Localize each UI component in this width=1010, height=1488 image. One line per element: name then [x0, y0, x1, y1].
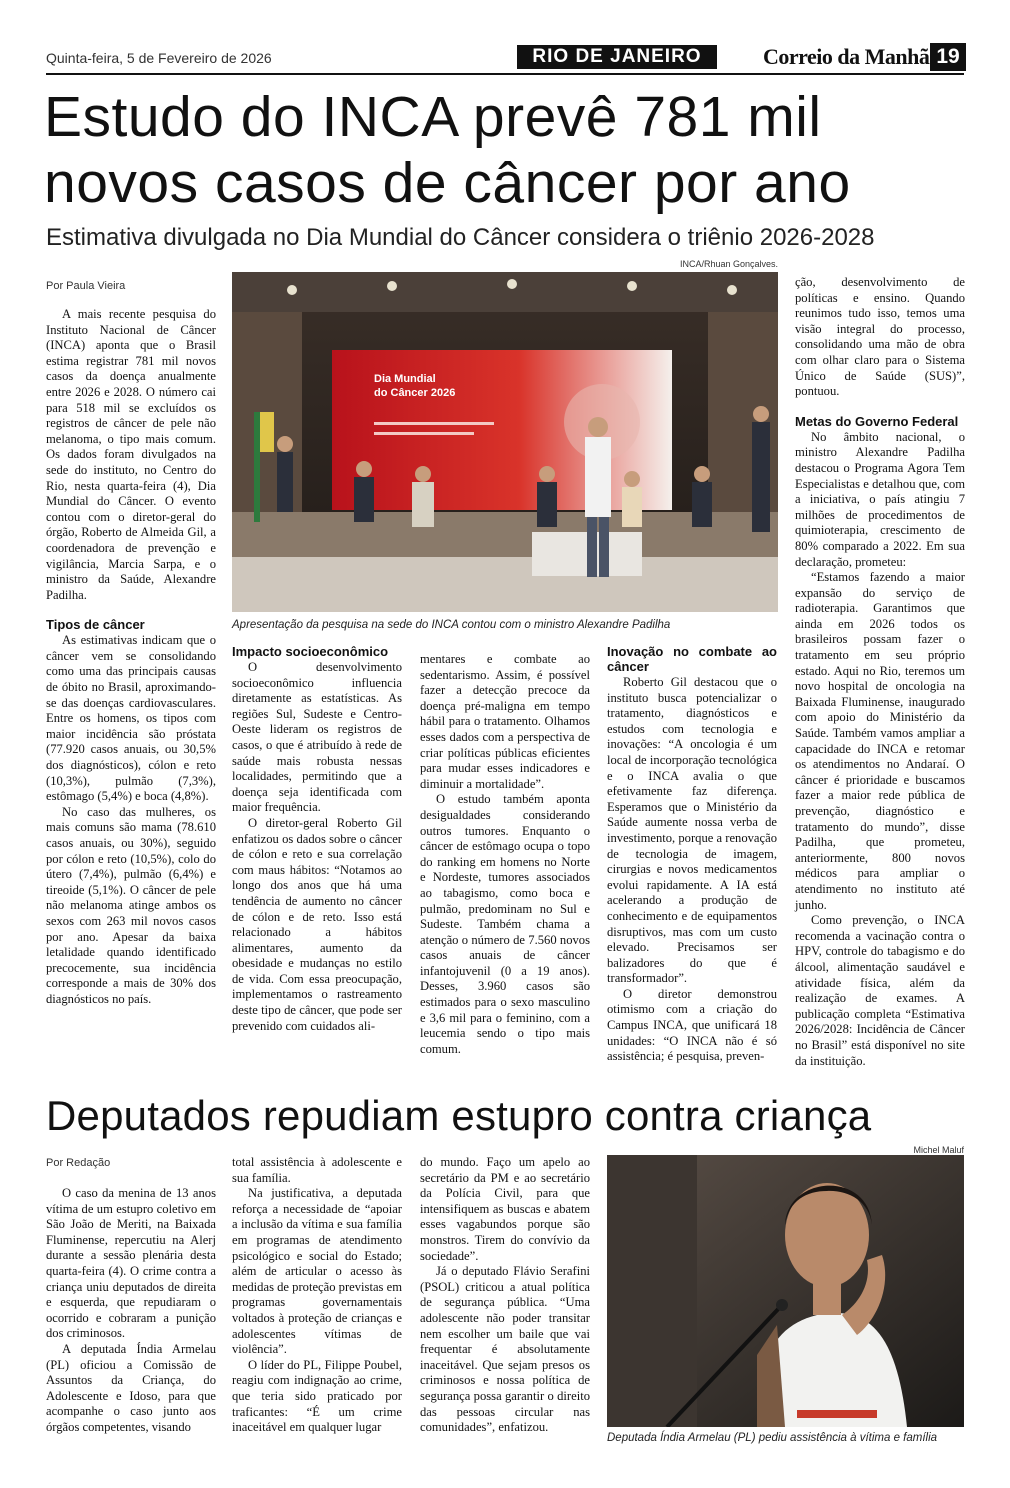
paragraph: No caso das mulheres, os mais comuns são mama (78.610 casos anuais, ou 30%), seguido por cólon e reto (10,5%), colo do útero (7,4%), pulmão (6,4%) e tireoide (5,1%). O câncer de pele não melanoma atinge ambos os sexos com 263 mil novos casos por ano. Apesar da baixa letalidade quando identificado precocemente, sua incidência corresponde a mais de 30% dos diagnósticos no país. — [46, 804, 216, 1006]
article2-byline: Por Redação — [46, 1157, 111, 1169]
paragraph: O caso da menina de 13 anos vítima de um estupro coletivo em São João de Meriti, na Baixada Fluminense, repercutiu na Alerj durante a sessão plenária desta quarta-feira (4). O crime contra a criança uniu deputados de direita e esquerda, que repudiaram o ocorrido e cobraram a punição dos criminosos. — [46, 1186, 216, 1341]
article1-column-5 — [795, 275, 965, 1069]
paragraph: O desenvolvimento socioeconômico influencia diretamente as estatísticas. As regiões Sul, Sudeste e Centro-Oeste lideram os registros de casos, o que é atribuído à rede de saúde mais robusta nessas localidades, permitindo que a doença seja identificada com maior frequência. — [232, 660, 402, 815]
paragraph: Já o deputado Flávio Serafini (PSOL) criticou a atual política de segurança pública. “Uma adolescente não poder transitar nem escolher um baile que vai frequentar é absolutamente inaceitável. Que sejam presos os criminosos e nossa política de segurança possa garantir o direito das pessoas circular nas comunidades”, enfatizou. — [420, 1264, 590, 1435]
paragraph: do mundo. Faço um apelo ao secretário da PM e ao secretário da Polícia Civil, para que intensifiquem as buscas e abatem esses vagabundos porque são monstros. Tirem do convívio da sociedade”. — [420, 1155, 590, 1263]
paragraph: O líder do PL, Filippe Poubel, reagiu com indignação ao crime, que teria sido praticado por traficantes: “É um crime inaceitável em qualquer lugar — [232, 1357, 402, 1435]
article1-column-4 — [607, 644, 777, 1065]
paragraph: O diretor demonstrou otimismo com a criação do Campus INCA, que unificará 18 unidades: “O INCA não é só assistência; é pesquisa, preven- — [607, 986, 777, 1064]
section-label: RIO DE JANEIRO — [517, 45, 717, 69]
paragraph: “Estamos fazendo a maior expansão do serviço de radioterapia. Garantimos que ainda em 2026 todos os brasileiros possam fazer o tratamento em seu próprio estado. Aqui no Rio, teremos um novo hospital de oncologia na Baixada Fluminense, inaugurado com apoio do Ministério da Saúde. Também vamos ampliar a capacidade do INCA e retomar os atendimentos no Andaraí. O câncer é prioridade e buscamos fazer a maior rede pública de prevenção, diagnóstico e tratamento do mundo”, disse Padilha, que prometeu, anteriormente, 800 novos médicos para ampliar o atendimento no instituto até junho. — [795, 570, 965, 912]
subheading-impacto: Impacto socioeconômico — [232, 644, 389, 659]
article1-column-2 — [232, 644, 402, 1034]
article1-deck: Estimativa divulgada no Dia Mundial do Câncer considera o triênio 2026-2028 — [46, 224, 875, 251]
subheading-inovacao: Inovação no combate ao câncer — [607, 644, 777, 674]
article2-column-3 — [420, 1155, 590, 1436]
paragraph: O estudo também aponta desigualdades considerando outros tumores. Enquanto o câncer de estômago ocupa o topo do ranking em homens no Norte e Nordeste, tumores associados ao tabagismo, como boca e pulmão, predominam no Sul e Sudeste. Também chama a atenção o número de 7.560 novos casos anuais de câncer infantojuvenil (0 a 19 anos). Desses, 3.960 casos são estimados para o sexo masculino e 3,6 mil para o feminino, com a leucemia sendo o tipo mais comum. — [420, 792, 590, 1056]
paragraph: total assistência à adolescente e sua família. — [232, 1155, 402, 1185]
article1-column-1 — [46, 307, 216, 1008]
paragraph: ção, desenvolvimento de políticas e ensino. Quando reunimos tudo isso, temos uma visão integral do processo, consolidando uma mão de obra com olhar claro para o Sistema Único de Saúde (SUS)”, pontuou. — [795, 275, 965, 399]
newspaper-brand: Correio da Manhã — [763, 44, 930, 69]
subheading-tipos: Tipos de câncer — [46, 617, 145, 633]
article1-photo-credit: INCA/Rhuan Gonçalves. — [679, 259, 778, 269]
article1-byline: Por Paula Vieira — [46, 280, 126, 292]
paragraph: Roberto Gil destacou que o instituto busca potencializar o tratamento, diagnósticos e estudos com tecnologia e inovações: “A oncologia é um local de incorporação tecnológica e o INCA avalia o que efetivamente faz diferença. Esperamos que o Ministério da Saúde aumente nossa verba de investimento, porque a renovação de tecnologia de imagem, cirurgias e novos medicamentos evolui rapidamente. A IA está acelerando a produção de conhecimento e de equipamentos disruptivos, mas com um custo elevado. Precisamos ser balizadores do que é transformador”. — [607, 675, 777, 986]
issue-date: Quinta-feira, 5 de Fevereiro de 2026 — [46, 50, 272, 66]
paragraph: As estimativas indicam que o câncer vem se consolidando como uma das principais causas de óbito no Brasil, aproximando-se das doenças cardiovasculares. Entre os homens, os tipos com maior incidência são próstata (77.920 casos anuais, ou 30,5% dos diagnósticos), cólon e reto (10,3%), pulmão (7,3%), estômago (5,4%) e boca (4,8%). — [46, 633, 216, 804]
article2-photo-credit: Michel Maluf — [913, 1145, 964, 1155]
article1-headline: Estudo do INCA prevê 781 mil novos casos de câncer por ano — [44, 85, 851, 215]
article1-photo — [232, 272, 778, 612]
article1-photo-caption: Apresentação da pesquisa na sede do INCA contou com o ministro Alexandre Padilha — [232, 619, 671, 631]
paragraph: Como prevenção, o INCA recomenda a vacinação contra o HPV, controle do tabagismo e do álcool, alimentação saudável e atividade física, além da realização de exames. A publicação completa “Estimativa 2026/2028: Incidência de Câncer no Brasil” está disponível no site da instituição. — [795, 913, 965, 1068]
paragraph: A deputada Índia Armelau (PL) oficiou a Comissão de Assuntos da Criança, do Adolescente e Idoso, para que acompanhe o caso junto aos órgãos competentes, visando — [46, 1341, 216, 1434]
event-stage-illustration — [232, 272, 778, 612]
paragraph: O diretor-geral Roberto Gil enfatizou os dados sobre o câncer de cólon e reto e sua correlação com maus hábitos: “Notamos ao longo dos anos que há uma tendência de aumento no câncer de cólon e de reto. Isso está relacionado a hábitos alimentares, aumento da obesidade e mudanças no estilo de vida. Com essa preocupação, implementamos o rastreamento deste tipo de câncer, que pode ser prevenido com cuidados ali- — [232, 815, 402, 1033]
paragraph: Na justificativa, a deputada reforça a necessidade de “apoiar a inclusão da vítima e sua família em programas de atendimento psicológico e social do Estado; além de articular o acesso às medidas de proteção previstas em programas governamentais voltados à proteção de crianças e adolescentes vítimas de violência”. — [232, 1186, 402, 1357]
deputy-portrait-illustration — [607, 1155, 964, 1427]
paragraph: mentares e combate ao sedentarismo. Assim, é possível fazer a detecção precoce da doença pré-maligna em tempo hábil para o tratamento. Olhamos esses dados com a perspectiva de criar políticas públicas eficientes para mudar esses indicadores e diminuir a mortalidade”. — [420, 652, 590, 791]
paragraph: No âmbito nacional, o ministro Alexandre Padilha destacou o Programa Agora Tem Especialistas e detalhou que, com a iniciativa, o país atingiu 7 milhões de procedimentos de quimioterapia, crescimento de 80% comparado a 2022. Em sua declaração, prometeu: — [795, 429, 965, 569]
article2-column-1 — [46, 1186, 216, 1436]
header-rule — [46, 73, 964, 75]
page-number: 19 — [930, 43, 966, 71]
paragraph: A mais recente pesquisa do Instituto Nacional de Câncer (INCA) aponta que o Brasil estima registrar 781 mil novos casos da doença anualmente entre 2026 e 2028. O número cai para 518 mil se excluídos os registros de câncer de pele não melanoma, o tipo mais comum. Os dados foram divulgados na sede do instituto, no Centro do Rio, nesta quarta-feira (4), Dia Mundial do Câncer. O evento contou com o diretor-geral do órgão, Roberto de Almeida Gil, a coordenadora de prevenção e vigilância, Marcia Sarpa, e o ministro da Saúde, Alexandre Padilha. — [46, 307, 216, 602]
article2-photo — [607, 1155, 964, 1427]
article2-photo-caption: Deputada Índia Armelau (PL) pediu assistência à vítima e família — [607, 1432, 938, 1444]
article2-headline: Deputados repudiam estupro contra criança — [46, 1092, 872, 1139]
subheading-metas: Metas do Governo Federal — [795, 413, 959, 429]
article1-column-3 — [420, 652, 590, 1057]
svg-text:Dia Mundial: Dia Mundial — [374, 373, 436, 385]
article2-column-2 — [232, 1155, 402, 1436]
svg-text:do Câncer 2026: do Câncer 2026 — [374, 387, 456, 399]
